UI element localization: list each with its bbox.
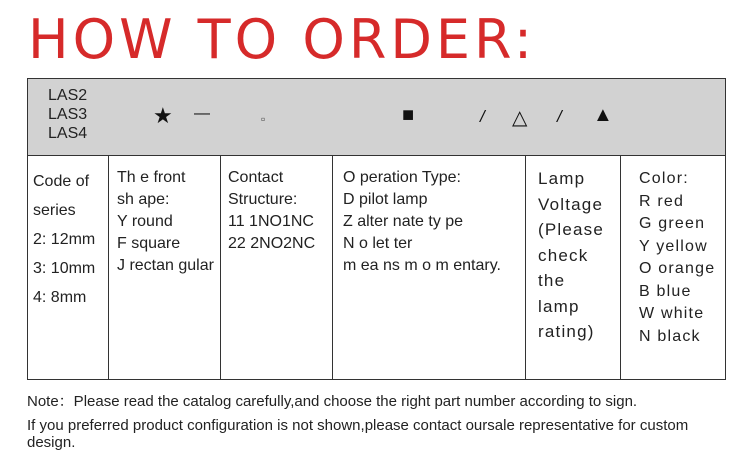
triangle-filled-icon: ▲ bbox=[593, 104, 613, 126]
note-catalog: Note：Please read the catalog carefully,and choose the right part number according to sign. bbox=[27, 393, 638, 410]
series-las4: LAS4 bbox=[48, 125, 88, 142]
slash-icon: / bbox=[480, 107, 485, 126]
series-las2: LAS2 bbox=[48, 87, 88, 104]
color-line: G green bbox=[639, 215, 706, 232]
lamp-line: rating) bbox=[538, 322, 595, 341]
code-line: 3: 10mm bbox=[33, 260, 96, 277]
code-line: series bbox=[33, 202, 76, 219]
code-line: Code of bbox=[33, 173, 90, 190]
lamp-line: Lamp bbox=[538, 169, 586, 188]
page-title: HOW TO ORDER: bbox=[28, 8, 537, 71]
contact-line: Contact bbox=[228, 169, 284, 186]
column-front-shape bbox=[108, 155, 220, 379]
color-line: R red bbox=[639, 192, 685, 210]
color-line: Y yellow bbox=[639, 237, 708, 255]
column-color bbox=[620, 155, 725, 379]
code-line: 4: 8mm bbox=[33, 289, 87, 306]
column-lamp-voltage bbox=[525, 155, 620, 379]
color-line: O orange bbox=[639, 260, 716, 277]
shape-line: J rectan gular bbox=[117, 257, 214, 274]
shape-line: F square bbox=[117, 235, 181, 252]
color-line: W white bbox=[639, 305, 705, 322]
operation-line: N o let ter bbox=[343, 235, 413, 252]
order-code-columns bbox=[28, 155, 725, 379]
triangle-outline-icon: △ bbox=[512, 107, 528, 129]
lamp-line: (Please bbox=[538, 220, 605, 239]
operation-line: D pilot lamp bbox=[343, 191, 428, 208]
shape-line: Y round bbox=[117, 213, 173, 230]
series-list bbox=[48, 86, 87, 143]
color-line: B blue bbox=[639, 282, 692, 300]
series-las3: LAS3 bbox=[48, 106, 88, 123]
lamp-line: Voltage bbox=[538, 194, 604, 214]
note-custom-design: If you preferred product configuration is not shown,please contact oursale representative for custom design. bbox=[27, 417, 689, 451]
filled-square-icon: ■ bbox=[402, 104, 415, 126]
shape-line: sh ape: bbox=[117, 191, 170, 208]
operation-line: O peration Type: bbox=[343, 169, 461, 186]
order-code-header bbox=[28, 79, 725, 156]
lamp-line: check bbox=[538, 245, 589, 265]
column-contact-structure bbox=[220, 155, 332, 379]
contact-line: 22 2NO2NC bbox=[228, 235, 316, 252]
lamp-line: lamp bbox=[538, 296, 580, 316]
slash-icon: / bbox=[557, 107, 562, 126]
color-line: N black bbox=[639, 327, 701, 345]
operation-line: m ea ns m o m entary. bbox=[343, 257, 501, 274]
star-icon: ★ bbox=[153, 103, 173, 128]
order-code-table bbox=[27, 78, 726, 380]
code-line: 2: 12mm bbox=[33, 231, 96, 248]
contact-line: Structure: bbox=[228, 191, 298, 208]
shape-line: Th e front bbox=[117, 169, 186, 186]
dash-icon: — bbox=[194, 105, 210, 122]
color-line: Color: bbox=[639, 170, 689, 187]
operation-line: Z alter nate ty pe bbox=[343, 213, 464, 230]
contact-line: 11 1NO1NC bbox=[228, 213, 314, 230]
column-code-of-series bbox=[28, 155, 108, 379]
lamp-line: the bbox=[538, 271, 566, 290]
small-square-icon: ▫ bbox=[261, 112, 266, 126]
column-operation-type bbox=[332, 155, 525, 379]
